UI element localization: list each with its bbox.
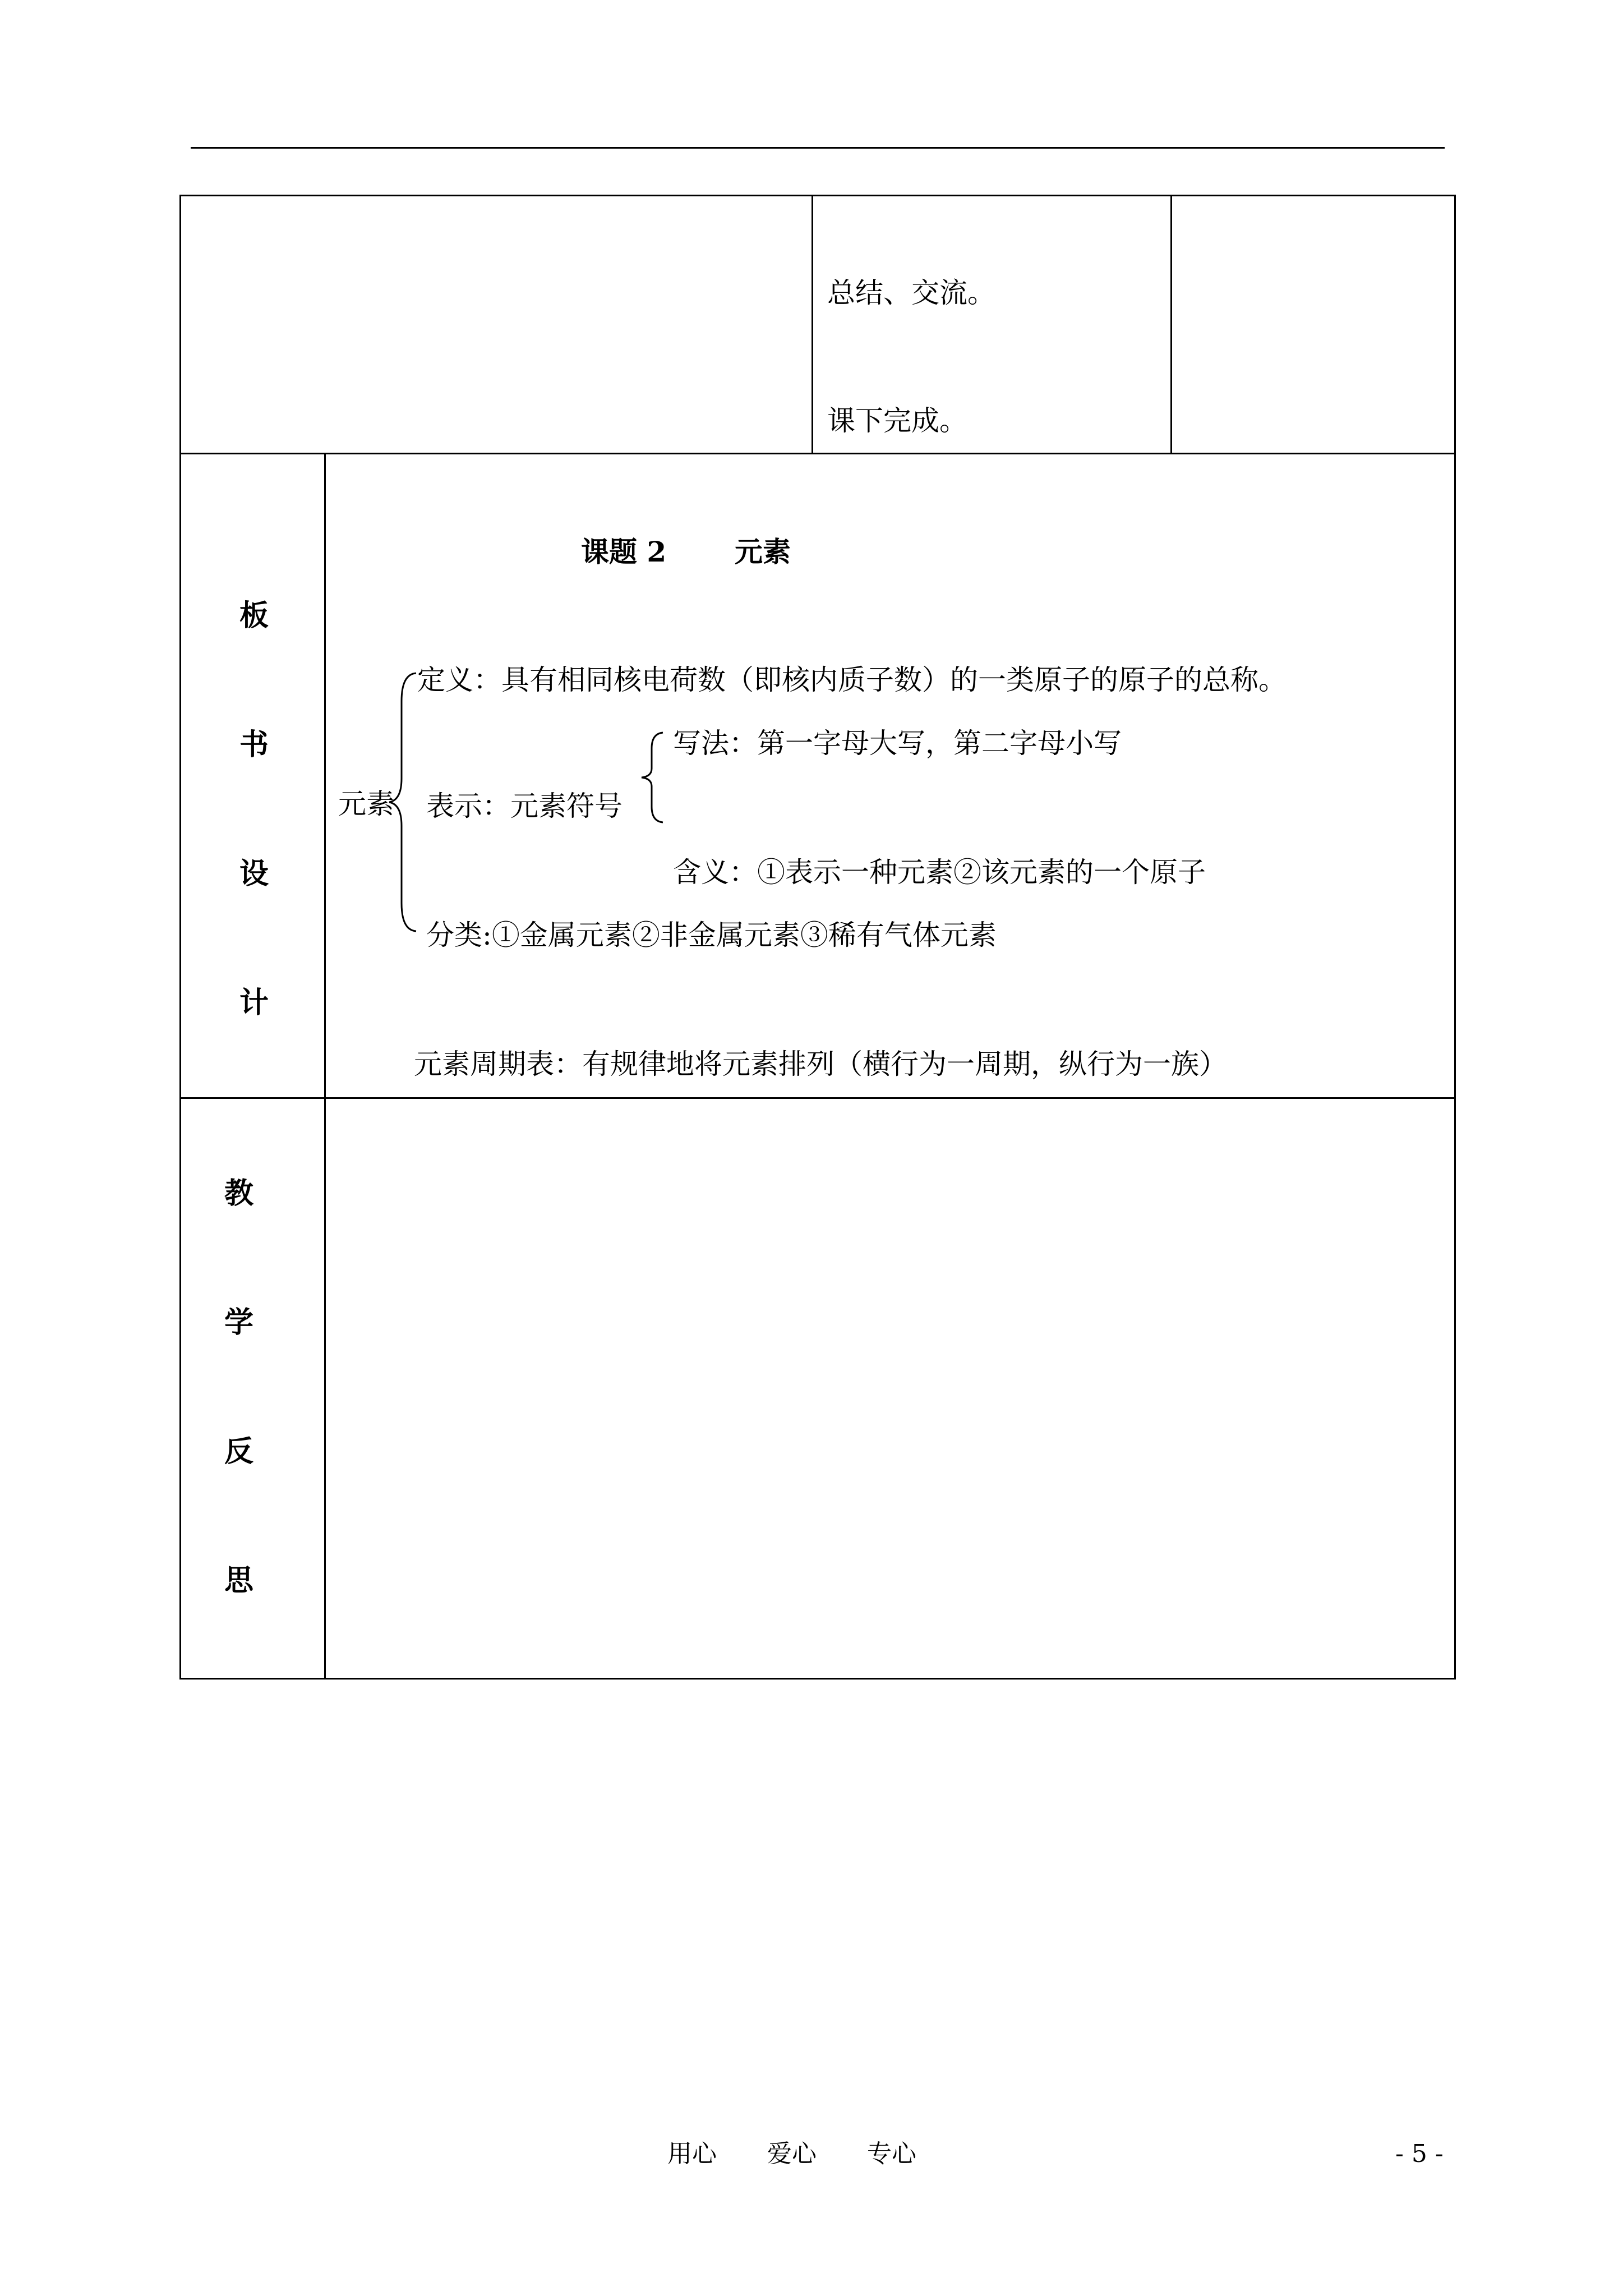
table-border-right <box>1454 195 1456 1680</box>
table-divider-col3 <box>1170 195 1172 454</box>
board-design-label-char-1: 板 <box>239 599 269 633</box>
definition-text: 定义：具有相同核电荷数（即核内质子数）的一类原子的原子的总称。 <box>417 664 1287 696</box>
summary-exchange-text: 总结、交流。 <box>827 277 995 309</box>
reflection-label-char-2: 学 <box>224 1305 254 1340</box>
reflection-label-char-1: 教 <box>224 1176 254 1211</box>
large-brace-icon <box>387 668 421 937</box>
header-rule <box>191 147 1445 149</box>
footer-motto-2: 爱心 <box>767 2139 817 2168</box>
table-border-bottom <box>179 1678 1456 1680</box>
table-border-row1 <box>179 453 1456 454</box>
table-border-left <box>179 195 181 1680</box>
footer-motto-3: 专心 <box>867 2139 916 2168</box>
page-number: - 5 - <box>1395 2139 1444 2168</box>
writing-rule-text: 写法：第一字母大写，第二字母小写 <box>673 727 1122 760</box>
lesson-title-name: 元素 <box>735 535 791 568</box>
table-divider-label <box>324 453 326 1680</box>
mindmap-root: 元素 <box>338 788 394 820</box>
classification-text: 分类:①金属元素②非金属元素③稀有气体元素 <box>426 919 997 951</box>
board-design-label-char-2: 书 <box>239 728 269 762</box>
board-design-label-char-4: 计 <box>239 986 269 1020</box>
after-class-text: 课下完成。 <box>827 404 967 437</box>
reflection-label-char-4: 思 <box>224 1563 254 1598</box>
table-border-top <box>179 195 1456 196</box>
representation-text: 表示：元素符号 <box>426 790 623 822</box>
table-border-row2 <box>179 1097 1456 1099</box>
meaning-text: 含义：①表示一种元素②该元素的一个原子 <box>673 856 1206 889</box>
board-design-label-char-3: 设 <box>239 857 269 891</box>
table-divider-col2 <box>811 195 813 454</box>
small-brace-icon <box>639 729 667 825</box>
reflection-label-char-3: 反 <box>224 1434 254 1469</box>
footer-motto-1: 用心 <box>667 2139 717 2168</box>
periodic-table-text: 元素周期表：有规律地将元素排列（横行为一周期，纵行为一族） <box>414 1048 1227 1080</box>
lesson-title-number: 课题 2 <box>581 535 667 568</box>
